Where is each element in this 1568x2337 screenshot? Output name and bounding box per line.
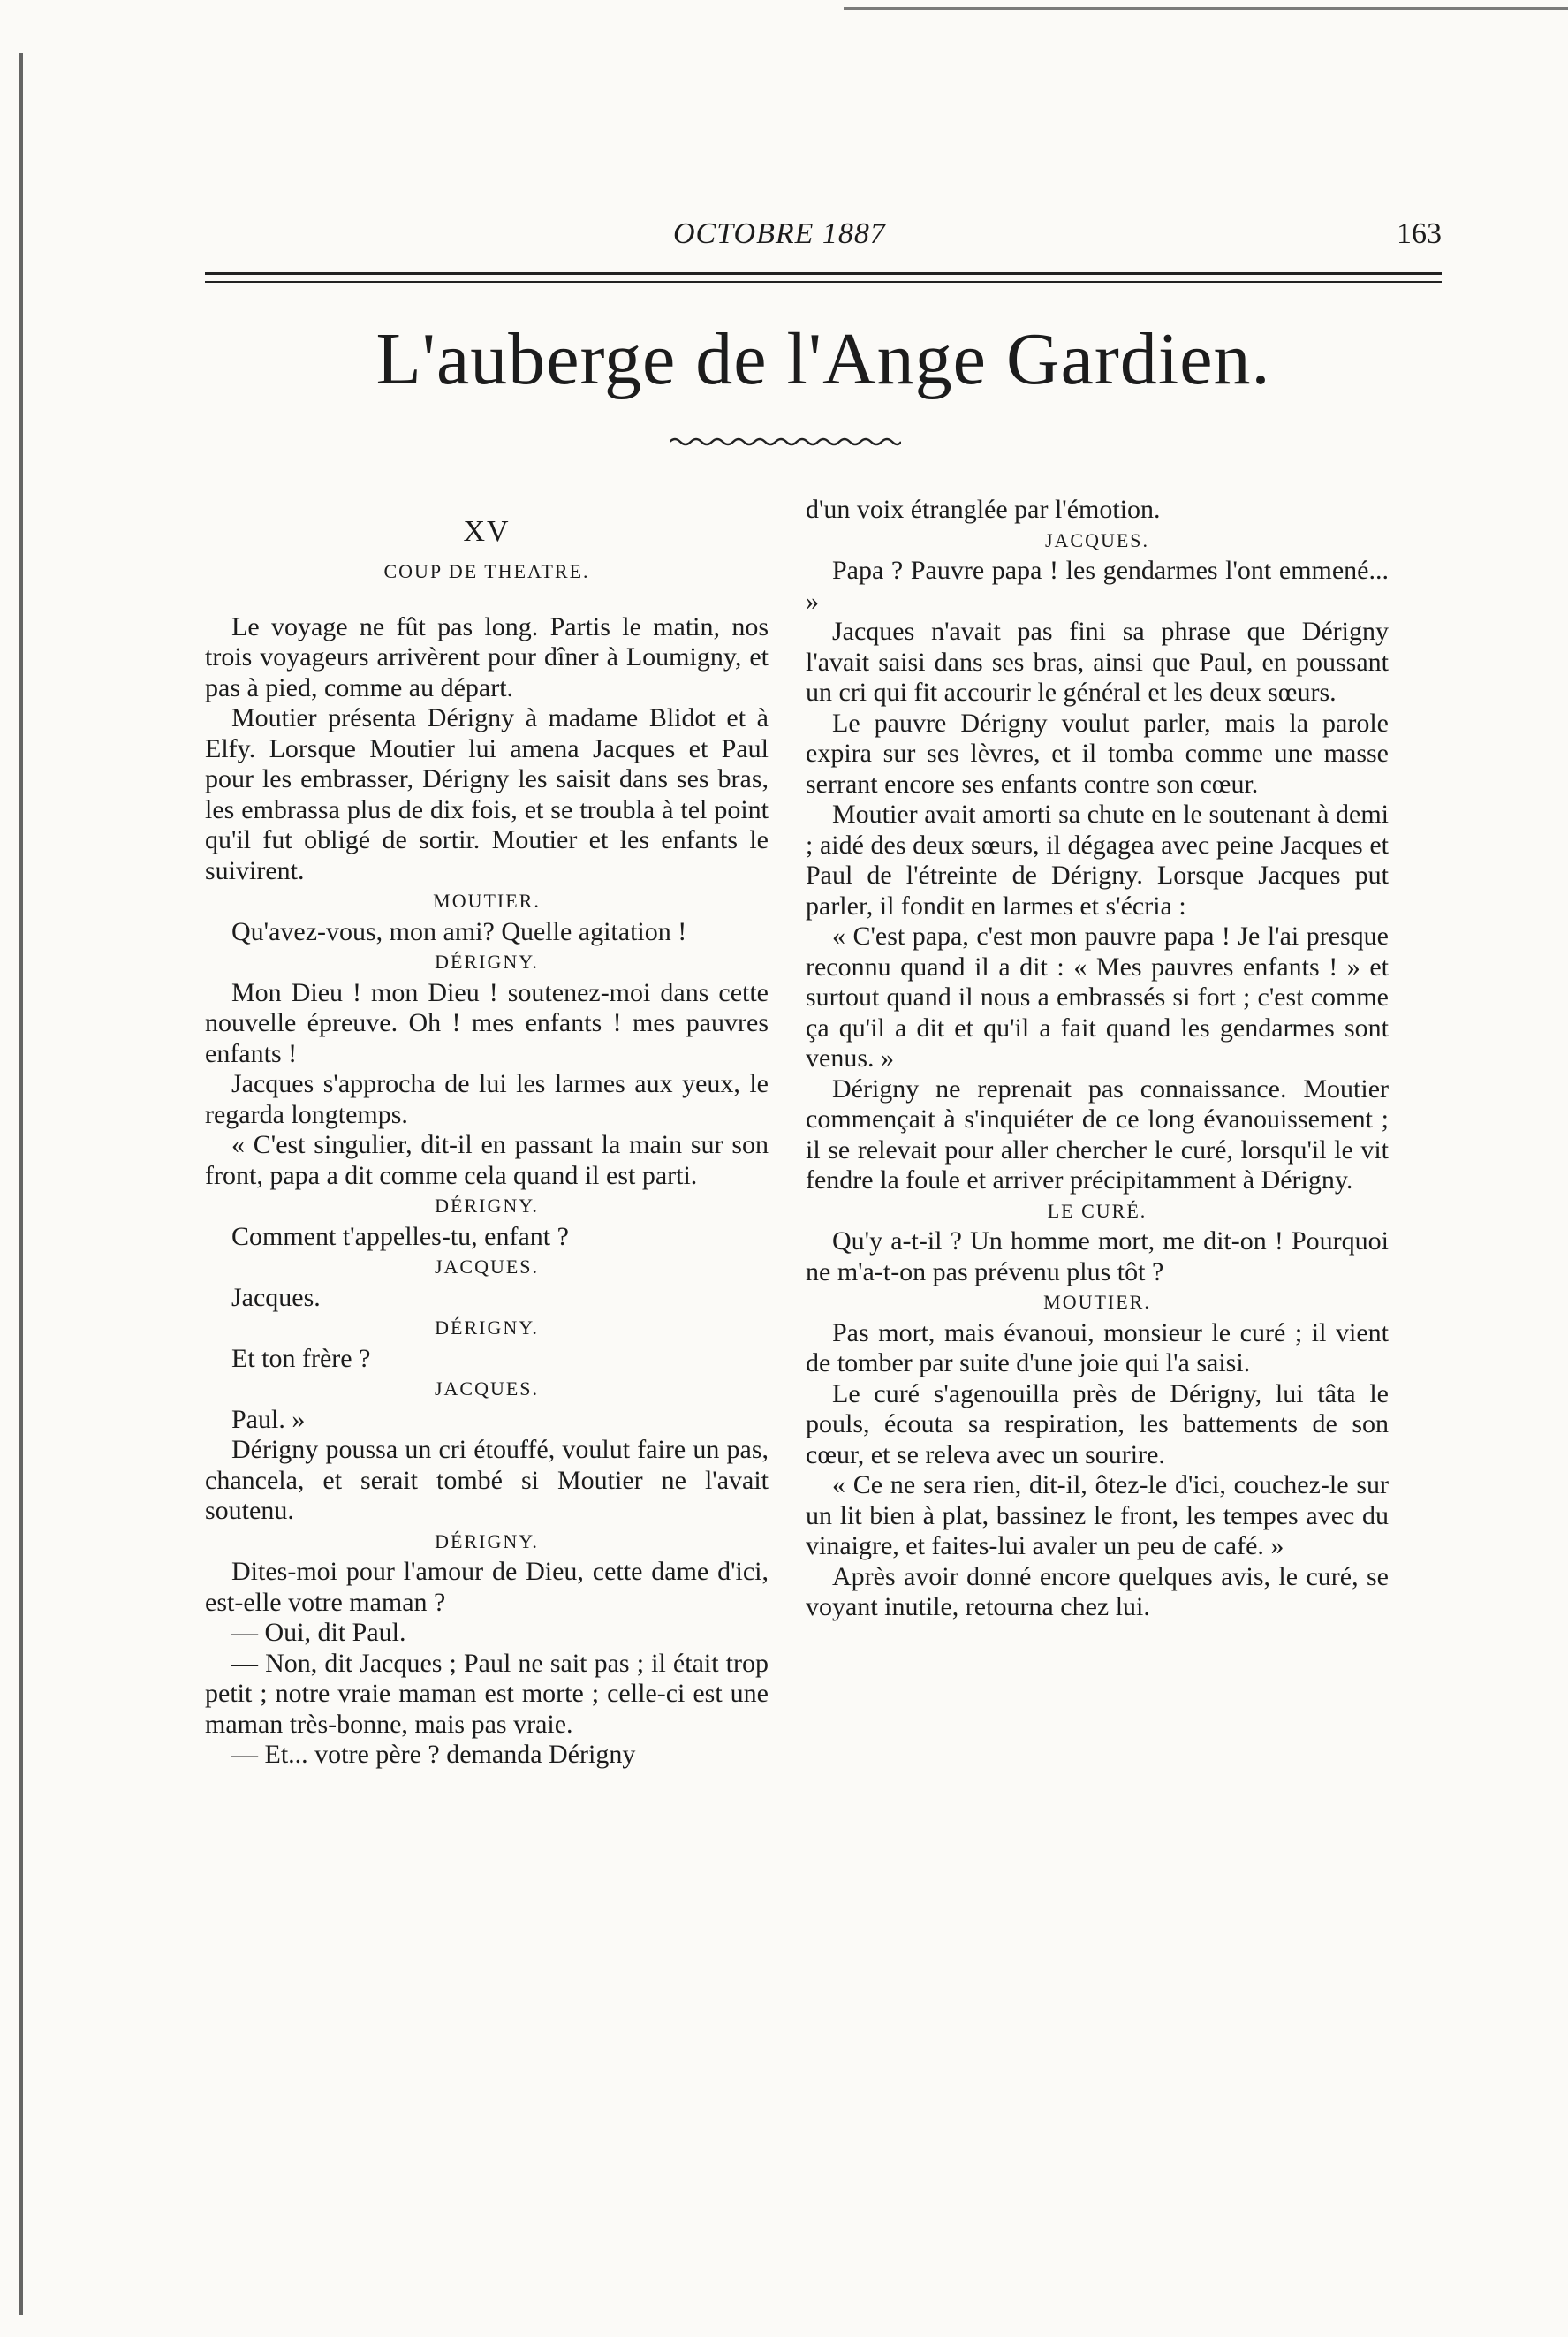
- speaker-label: JACQUES.: [1044, 528, 1150, 551]
- speaker-label: LE CURÉ.: [1047, 1199, 1148, 1222]
- paragraph: Dérigny poussa un cri étouffé, voulut faire un pas, chancela, et serait tombé si Moutier ne l'avait soutenu.: [205, 1435, 769, 1525]
- scan-edge-top: [844, 7, 1568, 10]
- paragraph: Et ton frère ?: [231, 1343, 371, 1373]
- speaker-label: DÉRIGNY.: [435, 951, 539, 973]
- paragraph: Qu'avez-vous, mon ami? Quelle agitation !: [231, 916, 687, 946]
- paragraph: Après avoir donné encore quelques avis, le curé, se voyant inutile, retourna chez lui.: [806, 1561, 1389, 1621]
- paragraph: Le voyage ne fût pas long. Partis le matin, nos trois voyageurs arrivèrent pour dîner à Loumigny, et pas à pied, comme au départ.: [205, 611, 769, 702]
- header-rule-thin: [205, 281, 1442, 283]
- paragraph: Papa ? Pauvre papa ! les gendarmes l'ont emmené... »: [806, 556, 1389, 616]
- right-column: [806, 495, 1389, 1623]
- paragraph: Comment t'appelles-tu, enfant ?: [231, 1221, 569, 1251]
- speaker-label: MOUTIER.: [1043, 1291, 1151, 1313]
- paragraph: — Et... votre père ? demanda Dérigny: [231, 1740, 636, 1769]
- paragraph: Le curé s'agenouilla près de Dérigny, lui tâta le pouls, écouta sa respiration, les battements de son cœur, et se releva avec un sourire.: [806, 1378, 1389, 1469]
- paragraph: « Ce ne sera rien, dit-il, ôtez-le d'ici, couchez-le sur un lit bien à plat, bassinez le front, les tempes avec du vinaigre, et faites-lui avaler un peu de café. »: [806, 1470, 1389, 1560]
- paragraph: « C'est papa, c'est mon pauvre papa ! Je l'ai presque reconnu quand il a dit : « Mes pauvres enfants ! » et surtout quand il nous a embrassés si fort ; c'est comme ça qu'il a dit et qu'il a fait quand les gendarmes sont venus. »: [806, 922, 1389, 1073]
- left-column: [205, 495, 769, 1771]
- paragraph: — Oui, dit Paul.: [231, 1618, 406, 1647]
- paragraph: Qu'y a-t-il ? Un homme mort, me dit-on ! Pourquoi ne m'a-t-on pas prévenu plus tôt ?: [806, 1226, 1389, 1286]
- scan-edge-left: [19, 53, 23, 2315]
- chapter-title: COUP DE THEATRE.: [383, 560, 590, 582]
- speaker-label: MOUTIER.: [433, 890, 541, 912]
- article-title: L'auberge de l'Ange Gardien.: [375, 318, 1271, 400]
- speaker-label: JACQUES.: [434, 1377, 540, 1400]
- paragraph: Le pauvre Dérigny voulut parler, mais la parole expira sur ses lèvres, et il tomba comme une masse serrant encore ses enfants contre son cœur.: [806, 708, 1389, 799]
- paragraph: — Non, dit Jacques ; Paul ne sait pas ; il était trop petit ; notre vraie maman est morte ; celle-ci est une maman très-bonne, mais pas vraie.: [205, 1648, 769, 1739]
- paragraph: Paul. »: [231, 1404, 306, 1434]
- chapter-number: XV: [463, 515, 511, 548]
- speaker-label: DÉRIGNY.: [435, 1195, 539, 1217]
- paragraph: Jacques.: [231, 1282, 321, 1312]
- speaker-label: DÉRIGNY.: [435, 1316, 539, 1339]
- title-ornament: [670, 436, 901, 447]
- header-rule-thick: [205, 272, 1442, 275]
- speaker-label: DÉRIGNY.: [435, 1529, 539, 1552]
- paragraph: Mon Dieu ! mon Dieu ! soutenez-moi dans cette nouvelle épreuve. Oh ! mes enfants ! mes pauvres enfants !: [205, 977, 769, 1068]
- paragraph: Moutier présenta Dérigny à madame Blidot et à Elfy. Lorsque Moutier lui amena Jacques et Paul pour les embrasser, Dérigny les saisit dans ses bras, les embrassa plus de dix fois, et se troubla à tel point qu'il fut obligé de sortir. Moutier et les enfants le suivirent.: [205, 703, 769, 885]
- right-column-body: [806, 495, 1389, 1623]
- running-header: [205, 217, 1442, 253]
- paragraph: Dites-moi pour l'amour de Dieu, cette dame d'ici, est-elle votre maman ?: [205, 1557, 769, 1617]
- page-number: 163: [1397, 217, 1442, 250]
- paragraph: Pas mort, mais évanoui, monsieur le curé ; il vient de tomber par suite d'une joie qui l'a saisi.: [806, 1317, 1389, 1377]
- header-month: OCTOBRE 1887: [673, 217, 886, 250]
- paragraph: d'un voix étranglée par l'émotion.: [806, 495, 1161, 524]
- paragraph: « C'est singulier, dit-il en passant la main sur son front, papa a dit comme cela quand il est parti.: [205, 1130, 769, 1190]
- paragraph: Dérigny ne reprenait pas connaissance. Moutier commençait à s'inquiéter de ce long évanouissement ; il se relevait pour aller chercher le curé, lorsqu'il le vit fendre la foule et arriver précipitamment à Dérigny.: [806, 1074, 1389, 1195]
- speaker-label: JACQUES.: [434, 1256, 540, 1278]
- paragraph: Jacques s'approcha de lui les larmes aux yeux, le regarda longtemps.: [205, 1069, 769, 1129]
- paragraph: Jacques n'avait pas fini sa phrase que Dérigny l'avait saisi dans ses bras, ainsi que Paul, en poussant un cri qui fit accourir le général et les deux sœurs.: [806, 617, 1389, 707]
- left-column-body: [205, 612, 769, 1771]
- paragraph: Moutier avait amorti sa chute en le soutenant à demi ; aidé des deux sœurs, il dégagea avec peine Jacques et Paul de l'étreinte de Dérigny. Lorsque Jacques put parler, il fondit en larmes et s'écria :: [806, 800, 1389, 921]
